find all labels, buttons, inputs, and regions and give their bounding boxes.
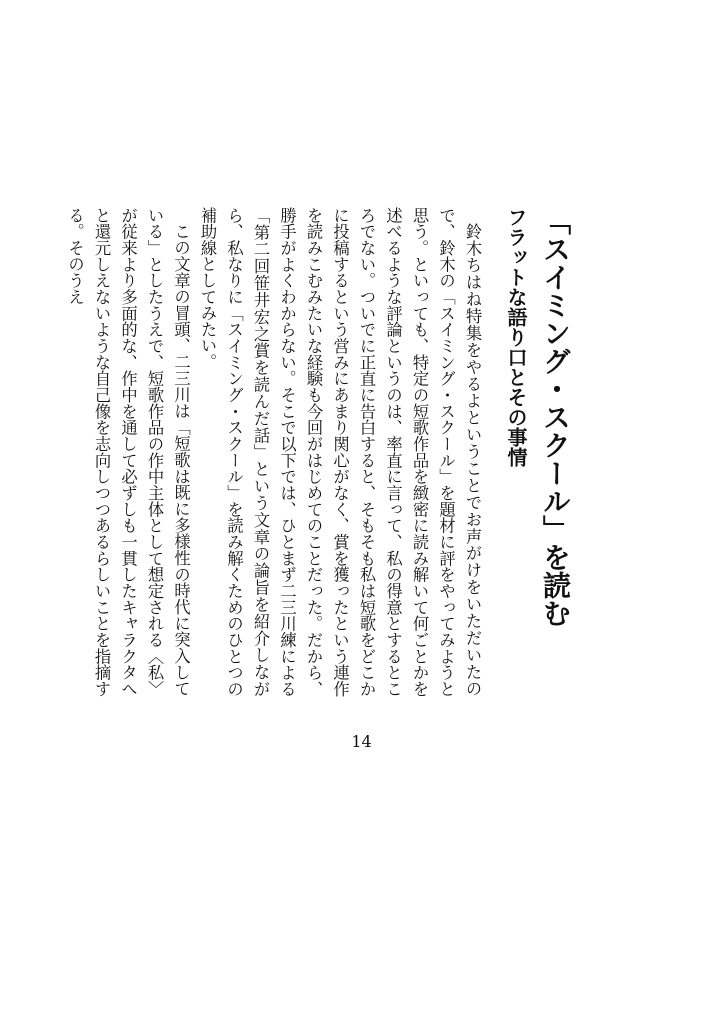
body-paragraph: この文章の冒頭、二三川は「短歌は既に多様性の時代に突入している」としたうえで、短歌作品の作中主体として想定される〈私〉が従来より多面的な、作中を通して必ずしも一貫したキャラクタへと還元しえないような自己像を志向しつつあるらしいことを指摘する。そのうえ	[65, 207, 191, 697]
article-title: 「スイミング・スクール」を読む	[539, 207, 572, 627]
body-paragraph: 鈴木ちはね特集をやるよということでお声がけをいただいたので、鈴木の「スイミング・スクール」を題材に評をやってみようと思う。といっても、特定の短歌作品を緻密に読み解いて何ごとかを述べるような評論というのは、率直に言って、私の得意とするところでない。ついでに正直に告白すると、そもそも私は短歌をどこかに投稿するという営みにあまり関心がなく、賞を獲ったという連作を読みこむみたいな経験も今回がはじめてのことだった。だから、勝手がよくわからない。そこで以下では、ひとまず二三川練による「第二回笹井宏之賞を読んだ話」という文章の論旨を紹介しながら、私なりに「スイミング・スクール」を読み解くためのひとつの補助線としてみたい。	[198, 207, 482, 697]
page-number: 14	[351, 732, 372, 751]
vertical-text-block	[65, 207, 575, 697]
article-subtitle: フラットな語り口とその事情	[504, 207, 528, 467]
